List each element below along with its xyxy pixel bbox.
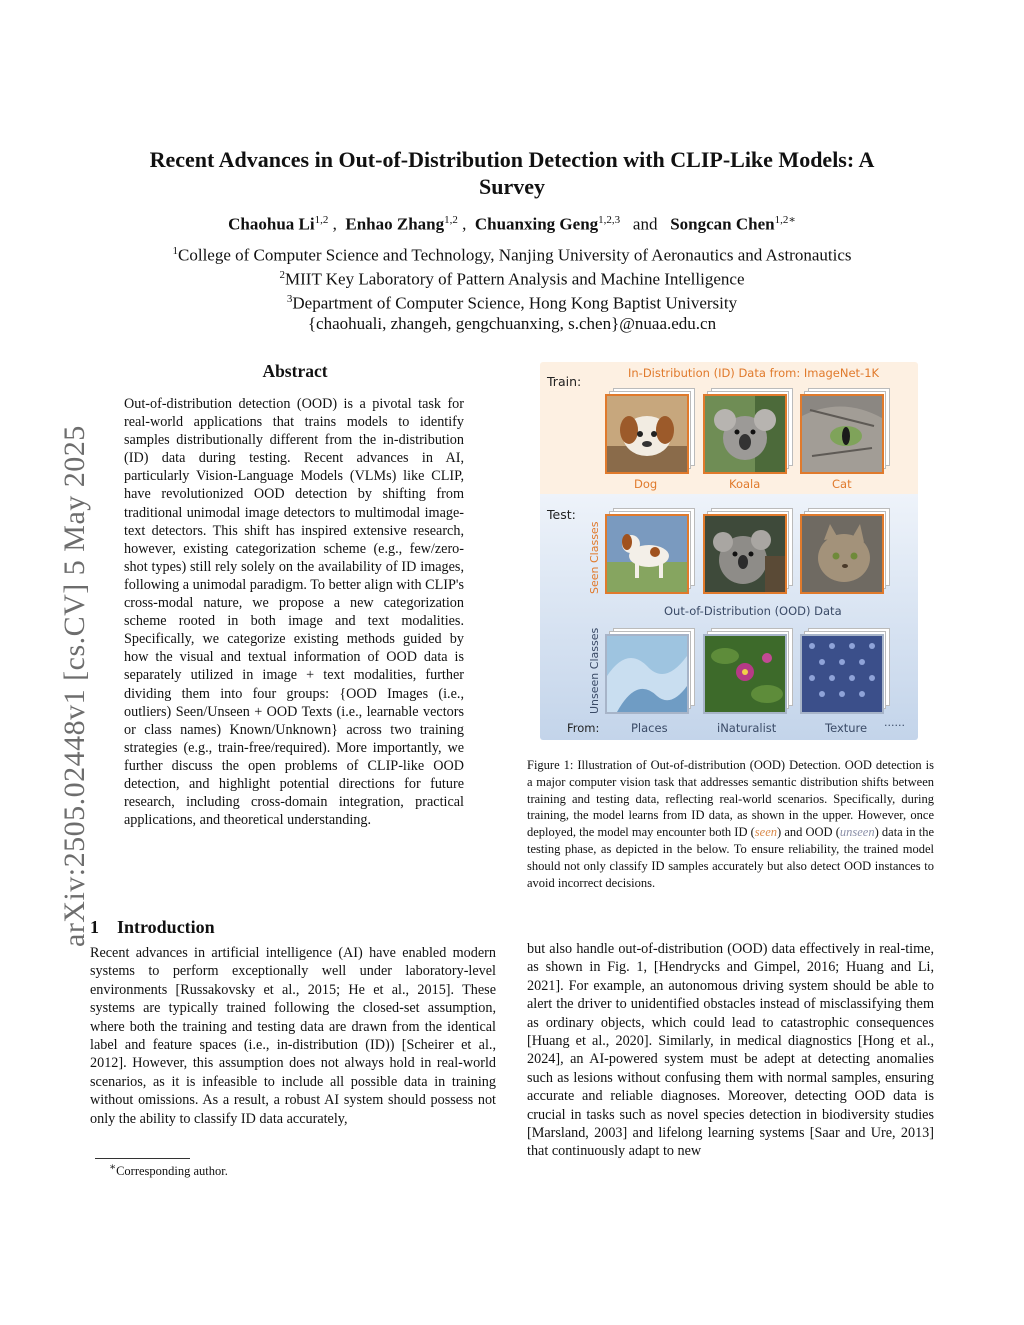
author-emails: {chaohuali, zhangeh, gengchuanxing, s.chen}@nuaa.edu.cn [307,314,717,333]
source-ellipsis: ······ [884,719,905,732]
figure-caption: Figure 1: Illustration of Out-of-distribution (OOD) Detection. OOD detection is a major computer vision task that addresses semantic distribution shifts between training and testing data, reflecting real-world scenarios. Specifically, during training, the model learns from ID data, as shown in the upper. However, once deployed, the model may encounter both ID (seen) and OOD (unseen) data in the testing phase, as depicted in the below. To ensure reliability, the trained model should not only classify ID samples accurately but also detect OOD instances to avoid incorrect decisions. [527,758,934,890]
ood-image-inaturalist [703,628,795,718]
unseen-classes-label: Unseen Classes [588,627,601,714]
test-image-dog [605,508,697,598]
class-label-cat: Cat [832,477,852,491]
paper-title: Recent Advances in Out-of-Distribution Detection with CLIP-Like Models: A Survey [149,147,875,199]
from-label: From: [567,721,600,735]
source-inaturalist: iNaturalist [717,721,777,735]
class-label-dog: Dog [634,477,658,491]
abstract-heading: Abstract [262,361,328,381]
ood-header: Out-of-Distribution (OOD) Data [664,604,842,618]
author-name: Chaohua Li [228,214,315,234]
affiliation: $^2$MIIT Key Laboratory of Pattern Analysis and Machine Intelligence [279,269,745,289]
train-image-dog [605,388,697,478]
train-image-cat [800,388,892,478]
ood-image-texture [800,628,892,718]
footnote-rule [95,1158,190,1159]
section-heading: 1 Introduction [90,917,215,937]
figure-1 [540,362,918,740]
seen-classes-label: Seen Classes [588,521,601,594]
author-name: Songcan Chen [670,214,775,234]
test-label: Test: [547,507,576,522]
author-list: Chaohua Li$^{1,2}$ , Enhao Zhang$^{1,2}$ , Chuanxing Geng$^{1,2,3}$ and Songcan Chen$^{1,2∗}$ [228,214,796,234]
train-header: In-Distribution (ID) Data from: ImageNet-1K [628,366,880,380]
train-image-koala [703,388,795,478]
ood-image-places [605,628,697,718]
affiliation: $^3$Department of Computer Science, Hong Kong Baptist University [286,293,738,313]
class-label-koala: Koala [729,477,761,491]
author-name: Enhao Zhang [345,214,445,234]
test-image-koala [703,508,795,598]
source-places: Places [631,721,668,735]
abstract-text: Out-of-distribution detection (OOD) is a pivotal task for real-world applications that trains models to identify samples distributionally different from the in-distribution (ID) data during testing. Recent advances in AI, particularly Vision-Language Models (VLMs) like CLIP, have revolutionized OOD detection by shifting from traditional unimodal image detectors to multimodal image-text detectors. This shift has inspired extensive research, however, existing categorization scheme (e.g., few/zero-shot types) still rely solely on the availability of ID images, following a unimodal paradigm. To better align with CLIP's cross-modal nature, we propose a new categorization scheme rooted in both image and text modalities. Specifically, we categorize existing methods guided by how the visual and textual information of OOD data is separately utilized in image + text modalities, further dividing them into four groups: {OOD Images (i.e., outliers) Seen/Unseen + OOD Texts (i.e., learnable vectors or class names) Known/Unknown} across two training strategies (e.g., train-free/required). More importantly, we further discuss the open problems of CLIP-like OOD detection, and highlight potential directions for future research, including cross-domain integration, practical applications, and theoretical understanding. [124,396,464,829]
intro-paragraph-right: but also handle out-of-distribution (OOD) data effectively in real-time, as shown in Fig. 1, [Hendrycks and Gimpel, 2016; Huang and Li, 2021]. For example, an autonomous driving system should be able to alert the driver to unidentified obstacles instead of misclassifying them as ordinary objects, which could lead to catastrophic consequences [Huang et al., 2020]. Similarly, in medical diagnostics [Hong et al., 2024], an AI-powered system must be adept at detecting anomalies such as lesions without confusing them with normal samples, ensuring accurate and reliable diagnoses. Moreover, detecting OOD data is crucial in tasks such as novel species detection in biodiversity studies [Marsland, 2003] and lifelong learning systems [Saar and Ure, 2013] that continuously adapt to new [527,941,934,1160]
author-name: Chuanxing Geng [474,214,599,234]
test-image-cat [800,508,892,598]
source-texture: Texture [825,721,868,735]
train-label: Train: [547,374,582,389]
footnote: ∗Corresponding author. [109,1162,228,1179]
intro-paragraph-left: Recent advances in artificial intelligence (AI) have enabled modern systems to perform exceptionally well under laboratory-level environments [Russakovsky et al., 2015; He et al., 2015]. These systems are typically trained following the closed-set assumption, where both the training and testing data are drawn from the identical label and feature spaces (i.e., in-distribution (ID)) [Scheirer et al., 2012]. However, this assumption does not always hold in real-world scenarios, as it is infeasible to include all possible data in training without omissions. As a result, a robust AI system should possess not only the ability to classify ID data accurately, [90,945,496,1127]
affiliation: $^1$College of Computer Science and Technology, Nanjing University of Aeronautics and Astronautics [172,245,852,265]
arxiv-watermark: arXiv:2505.02448v1 [cs.CV] 5 May 2025 [58,425,91,947]
